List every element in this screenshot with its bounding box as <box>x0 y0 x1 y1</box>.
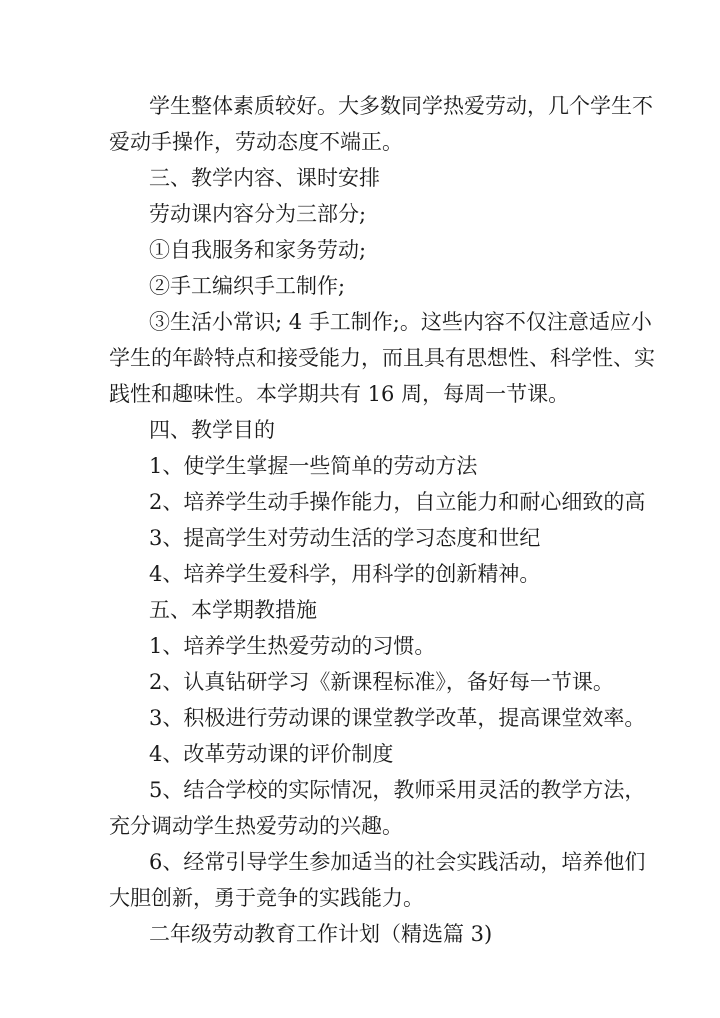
body-text-line: 学生整体素质较好。大多数同学热爱劳动，几个学生不 <box>149 94 653 118</box>
list-item: ②手工编织手工制作; <box>149 274 346 298</box>
list-item: 4、培养学生爱科学，用科学的创新精神。 <box>149 562 541 586</box>
section-heading: 五、本学期教措施 <box>149 598 317 622</box>
list-item: 1、培养学生热爱劳动的习惯。 <box>149 634 436 658</box>
body-text-line: 大胆创新，勇于竞争的实践能力。 <box>109 886 424 910</box>
list-item: 5、结合学校的实际情况，教师采用灵活的教学方法， <box>149 778 646 802</box>
body-text-line: 劳动课内容分为三部分; <box>149 202 367 226</box>
list-item: 6、经常引导学生参加适当的社会实践活动，培养他们 <box>149 850 646 874</box>
body-text-line: 爱动手操作，劳动态度不端正。 <box>109 130 403 154</box>
list-item: ①自我服务和家务劳动; <box>149 238 367 262</box>
list-item: 4、改革劳动课的评价制度 <box>149 742 394 766</box>
section-title: 二年级劳动教育工作计划（精选篇 3) <box>149 922 493 946</box>
section-heading: 三、教学内容、课时安排 <box>149 166 380 190</box>
section-heading: 四、教学目的 <box>149 418 275 442</box>
list-item: ③生活小常识; 4 手工制作;。这些内容不仅注意适应小 <box>149 310 652 334</box>
list-item: 2、认真钻研学习《新课程标准》，备好每一节课。 <box>149 670 614 694</box>
body-text-line: 充分调动学生热爱劳动的兴趣。 <box>109 814 403 838</box>
body-text-line: 践性和趣味性。本学期共有 16 周，每周一节课。 <box>109 382 570 406</box>
body-text-line: 学生的年龄特点和接受能力，而且具有思想性、科学性、实 <box>109 346 655 370</box>
list-item: 1、使学生掌握一些简单的劳动方法 <box>149 454 478 478</box>
list-item: 2、培养学生动手操作能力，自立能力和耐心细致的高 <box>149 490 646 514</box>
list-item: 3、积极进行劳动课的课堂教学改革，提高课堂效率。 <box>149 706 646 730</box>
list-item: 3、提高学生对劳动生活的学习态度和世纪 <box>149 526 541 550</box>
